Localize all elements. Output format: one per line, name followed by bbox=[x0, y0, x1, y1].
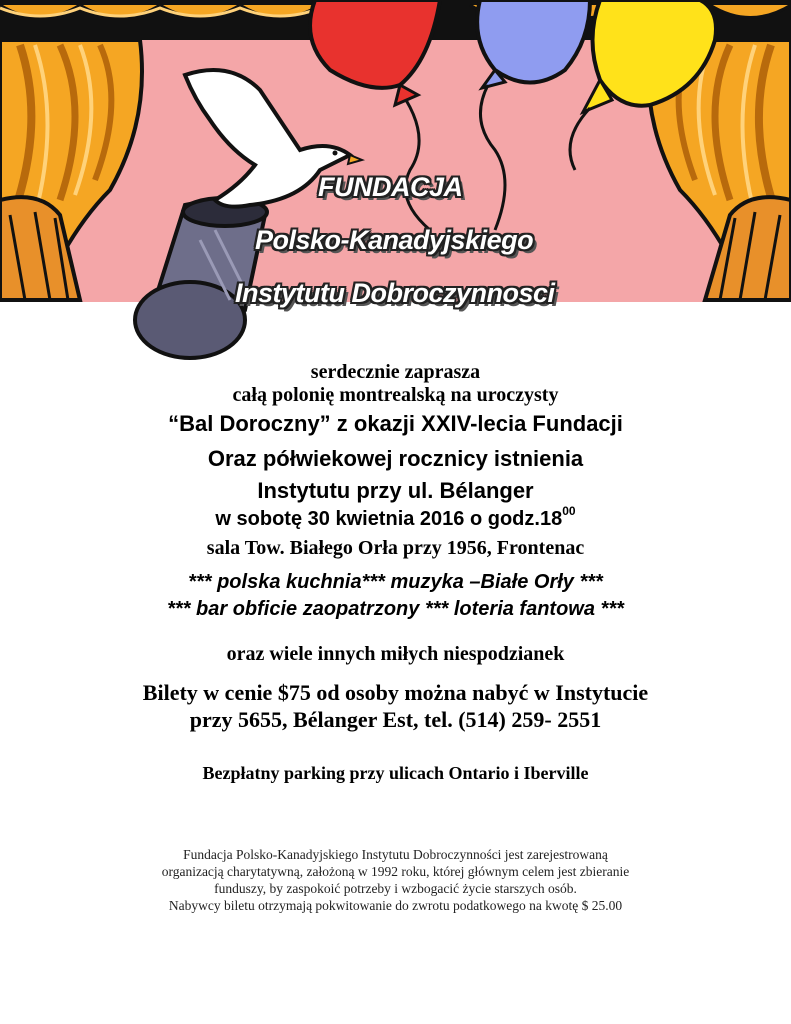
event-date bbox=[0, 504, 791, 531]
footnote-line: funduszy, by zaspokoić potrzeby i wzbogacić życie starszych osób. bbox=[214, 881, 577, 896]
tickets-line-1: Bilety w cenie $75 od osoby można nabyć w Instytucie bbox=[142, 680, 649, 705]
event-venue: sala Tow. Białego Orła przy 1956, Frontenac bbox=[206, 537, 585, 559]
event-surprises: oraz wiele innych miłych niespodzianek bbox=[226, 643, 565, 665]
tickets-line-2: przy 5655, Bélanger Est, tel. (514) 259- 2551 bbox=[189, 707, 602, 732]
invite-line-1: serdecznie zaprasza bbox=[310, 361, 481, 383]
invite-line-2: całą polonię montrealską na uroczysty bbox=[232, 384, 559, 406]
event-highlights-2: *** bar obficie zaopatrzony *** loteria fantowa *** bbox=[167, 598, 624, 620]
footnote-line: Fundacja Polsko-Kanadyjskiego Instytutu Dobroczynności jest zarejestrowaną bbox=[183, 847, 608, 862]
title-polsko-kanadyjskiego: Polsko-Kanadyjskiego bbox=[255, 225, 534, 255]
event-title: “Bal Doroczny” z okazji XXIV-lecia Fundacji bbox=[168, 411, 623, 436]
title-instytutu: Instytutu Dobroczynnosci bbox=[235, 278, 555, 308]
event-subtitle: Oraz półwiekowej rocznicy istnienia bbox=[207, 446, 584, 471]
event-highlights-1: *** polska kuchnia*** muzyka –Białe Orły *** bbox=[188, 571, 603, 593]
event-time-minutes: 00 bbox=[562, 504, 576, 518]
header-illustration bbox=[0, 0, 791, 360]
title-fundacja: FUNDACJA bbox=[318, 172, 463, 202]
parking-info: Bezpłatny parking przy ulicach Ontario i Iberville bbox=[202, 763, 589, 783]
footnote-line: Nabywcy biletu otrzymają pokwitowanie do zwrotu podatkowego na kwotę $ 25.00 bbox=[168, 898, 623, 913]
event-date-text: w sobotę 30 kwietnia 2016 o godz.18 bbox=[215, 508, 563, 530]
footnote bbox=[0, 846, 791, 914]
footnote-line: organizacją charytatywną, założoną w 1992 roku, której głównym celem jest zbieranie bbox=[161, 864, 630, 879]
event-subtitle-2: Instytutu przy ul. Bélanger bbox=[257, 478, 534, 503]
